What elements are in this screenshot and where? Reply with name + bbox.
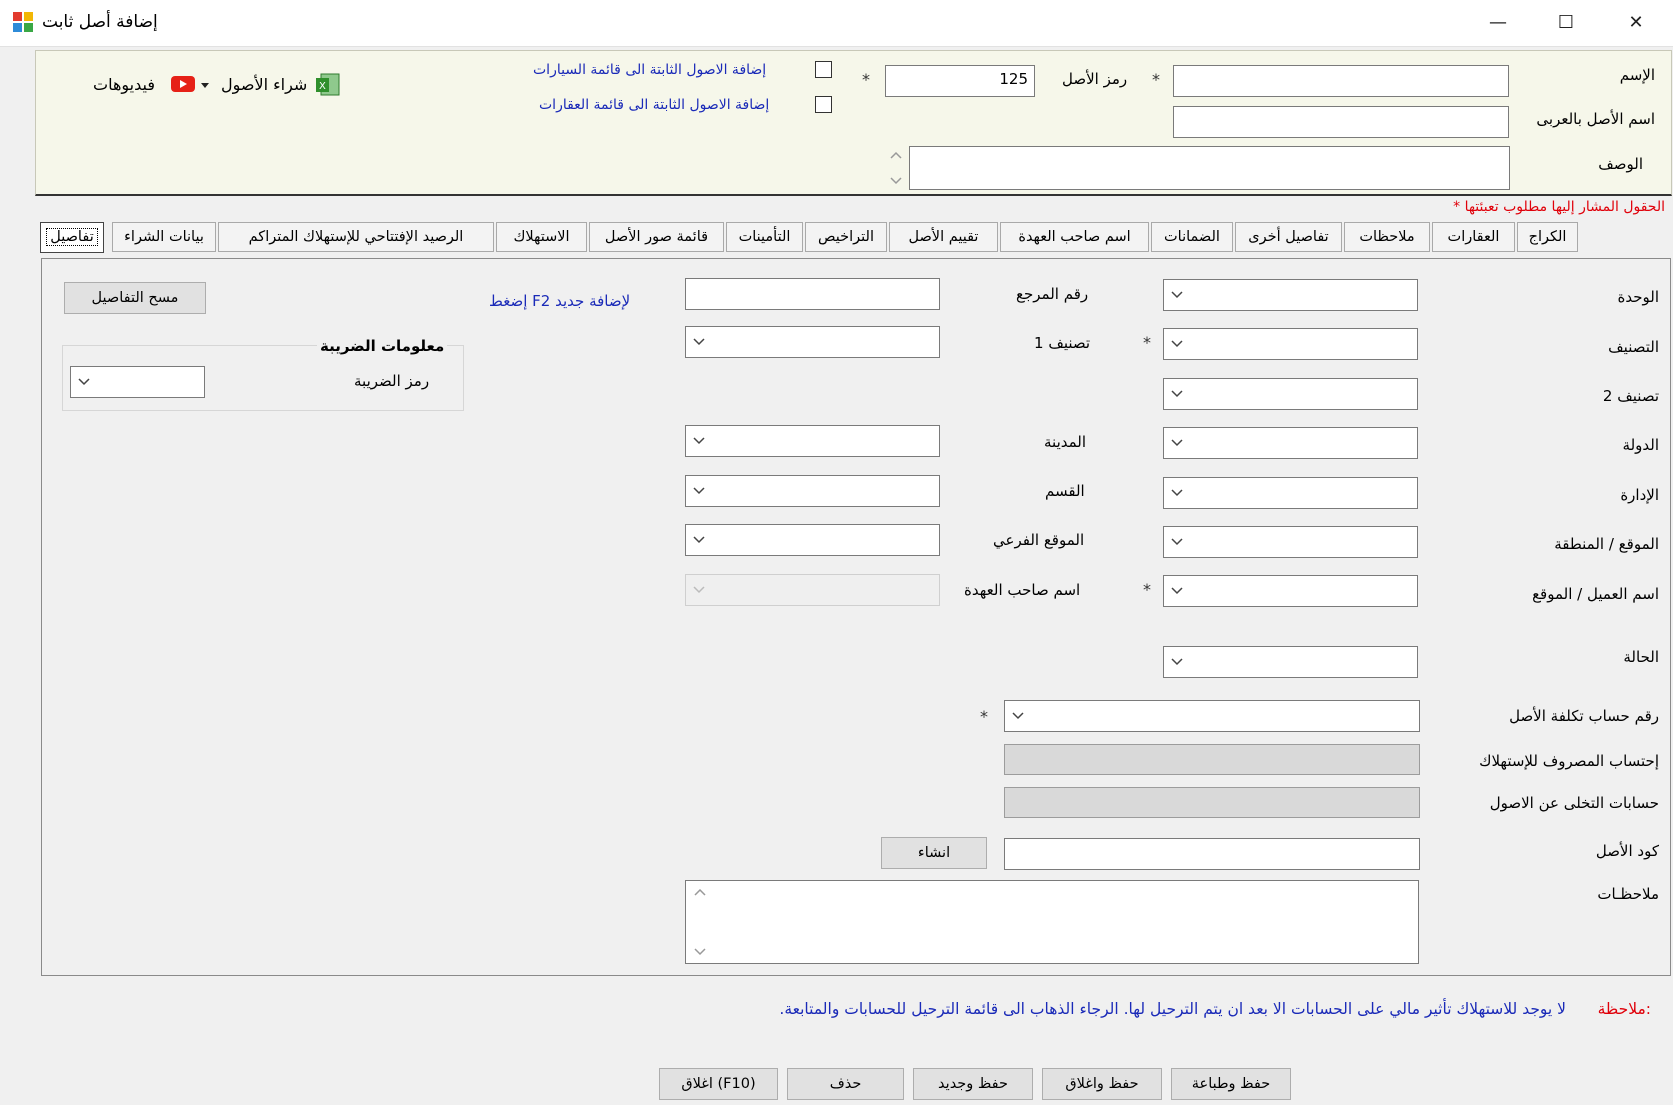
chevron-down-icon — [1170, 486, 1184, 500]
category2-label: تصنيف 2 — [1602, 387, 1659, 405]
tab-notes[interactable]: ملاحظات — [1344, 222, 1430, 252]
svg-text:X: X — [319, 81, 326, 92]
name-label: الإسم — [1619, 66, 1655, 84]
disposal-accounts-field — [1004, 787, 1420, 818]
tab-asset-valuation[interactable]: تقييم الأصل — [889, 222, 998, 252]
app-icon — [12, 11, 34, 33]
clear-details-button[interactable]: مسح التفاصيل — [64, 282, 206, 314]
custodian-name-label: اسم صاحب العهدة — [964, 581, 1081, 599]
tab-asset-images[interactable]: قائمة صور الأصل — [589, 222, 724, 252]
chevron-down-icon — [692, 583, 706, 597]
tab-licenses[interactable]: التراخيص — [805, 222, 887, 252]
client-location-label: اسم العميل / الموقع — [1532, 585, 1659, 603]
city-label: المدينة — [1044, 433, 1087, 451]
chevron-down-icon — [1170, 535, 1184, 549]
tab-realestate[interactable]: العقارات — [1432, 222, 1515, 252]
chevron-down-icon[interactable] — [200, 81, 210, 89]
section-label: القسم — [1045, 482, 1085, 500]
required-mark: * — [1143, 580, 1151, 599]
required-fields-note: الحقول المشار إليها مطلوب تعبئتها * — [1453, 199, 1665, 215]
tab-depreciation[interactable]: الاستهلاك — [496, 222, 587, 252]
arabic-name-input[interactable] — [1173, 106, 1509, 138]
window-title: إضافة أصل ثابت — [42, 12, 158, 32]
title-bar — [0, 0, 1673, 47]
tab-details-label: تفاصيل — [46, 228, 97, 246]
department-label: الإدارة — [1620, 486, 1659, 504]
category-combo[interactable] — [1163, 328, 1418, 360]
videos-link[interactable]: فيديوهات — [93, 75, 155, 94]
location-region-combo[interactable] — [1163, 526, 1418, 558]
press-f2-hint: إضغط F2 لإضافة جديد — [489, 292, 631, 310]
chevron-down-icon — [1170, 584, 1184, 598]
sub-location-label: الموقع الفرعي — [993, 531, 1085, 549]
tab-garage[interactable]: الكراج — [1517, 222, 1578, 252]
arabic-name-label: اسم الأصل بالعربى — [1536, 110, 1655, 128]
status-combo[interactable] — [1163, 646, 1418, 678]
maximize-button[interactable]: ☐ — [1557, 12, 1575, 33]
chevron-down-icon — [1170, 288, 1184, 302]
sub-location-combo[interactable] — [685, 524, 940, 556]
save-new-button[interactable]: حفظ وجديد — [913, 1068, 1033, 1100]
create-button[interactable]: انشاء — [881, 837, 987, 869]
chevron-down-icon — [1170, 436, 1184, 450]
youtube-icon[interactable] — [171, 75, 195, 93]
tab-details[interactable] — [40, 222, 104, 253]
country-combo[interactable] — [1163, 427, 1418, 459]
reference-no-label: رقم المرجع — [1016, 285, 1089, 303]
close-window-button[interactable]: ✕ — [1628, 12, 1644, 33]
chevron-down-icon — [1170, 655, 1184, 669]
add-to-cars-label[interactable]: إضافة الاصول الثابتة الى قائمة السيارات — [533, 62, 767, 78]
chevron-down-icon — [692, 434, 706, 448]
chevron-down-icon — [1011, 709, 1025, 723]
asset-cost-account-label: رقم حساب تكلفة الأصل — [1509, 707, 1659, 725]
asset-code-input[interactable]: 125 — [885, 65, 1035, 97]
category-label: التصنيف — [1608, 338, 1659, 356]
required-mark: * — [1143, 333, 1151, 352]
minimize-button[interactable]: — — [1489, 12, 1507, 33]
tax-info-title: معلومات الضريبة — [317, 337, 447, 355]
asset-cost-account-combo[interactable] — [1004, 700, 1420, 732]
description-input[interactable] — [909, 146, 1510, 190]
chevron-down-icon — [1170, 387, 1184, 401]
asset-code-detail-input[interactable] — [1004, 838, 1420, 870]
category1-combo[interactable] — [685, 326, 940, 358]
chevron-down-icon — [692, 484, 706, 498]
close-button[interactable]: اغلاق (F10) — [659, 1068, 778, 1100]
description-label: الوصف — [1598, 155, 1643, 173]
tab-custodian[interactable]: اسم صاحب العهدة — [1000, 222, 1149, 252]
required-mark: * — [862, 70, 870, 89]
unit-label: الوحدة — [1617, 288, 1659, 306]
add-to-cars-checkbox[interactable] — [815, 61, 832, 78]
custodian-name-combo — [685, 574, 940, 606]
required-mark: * — [980, 707, 988, 726]
tab-opening-balance[interactable]: الرصيد الإفتتاحي للإستهلاك المتراكم — [218, 222, 494, 252]
buy-assets-menu[interactable]: شراء الأصول — [221, 75, 308, 94]
tab-insurance[interactable]: التأمينات — [726, 222, 803, 252]
category2-combo[interactable] — [1163, 378, 1418, 410]
asset-code-label: رمز الأصل — [1062, 70, 1128, 88]
excel-icon[interactable] — [315, 73, 341, 97]
department-combo[interactable] — [1163, 477, 1418, 509]
category1-label: تصنيف 1 — [1034, 334, 1091, 352]
delete-button[interactable]: حذف — [787, 1068, 904, 1100]
tab-other-details[interactable]: تفاصيل أخرى — [1235, 222, 1342, 252]
asset-code-detail-label: كود الأصل — [1595, 842, 1659, 860]
notes-label: ملاحظـات — [1597, 885, 1659, 903]
client-location-combo[interactable] — [1163, 575, 1418, 607]
chevron-down-icon — [1170, 337, 1184, 351]
section-combo[interactable] — [685, 475, 940, 507]
depreciation-expense-label: إحتساب المصروف للإستهلاك — [1479, 752, 1659, 770]
city-combo[interactable] — [685, 425, 940, 457]
tax-code-combo[interactable] — [70, 366, 205, 398]
notes-textarea[interactable] — [685, 880, 1419, 964]
name-input[interactable] — [1173, 65, 1509, 97]
depreciation-expense-field — [1004, 744, 1420, 775]
tab-guarantees[interactable]: الضمانات — [1151, 222, 1233, 252]
save-print-button[interactable]: حفظ وطباعة — [1171, 1068, 1291, 1100]
tab-purchase-data[interactable]: بيانات الشراء — [112, 222, 216, 252]
chevron-down-icon — [77, 375, 91, 389]
status-label: الحالة — [1623, 648, 1659, 666]
notes-scroll-icon[interactable] — [692, 885, 708, 959]
chevron-down-icon — [692, 335, 706, 349]
note-text: لا يوجد للاستهلاك تأثير مالي على الحسابات الا بعد ان يتم الترحيل لها. الرجاء الذهاب الى قائمة الترحيل للحسابات والمتابعة. — [779, 1000, 1566, 1018]
required-mark: * — [1152, 70, 1160, 89]
location-region-label: الموقع / المنطقة — [1554, 535, 1659, 553]
save-close-button[interactable]: حفظ واغلاق — [1042, 1068, 1162, 1100]
add-to-realestate-checkbox[interactable] — [815, 96, 832, 113]
country-label: الدولة — [1622, 436, 1659, 454]
note-label: ملاحظة: — [1597, 1000, 1651, 1018]
chevron-down-icon — [692, 533, 706, 547]
reference-no-input[interactable] — [685, 278, 940, 310]
unit-combo[interactable] — [1163, 279, 1418, 311]
add-to-realestate-label[interactable]: إضافة الاصول الثابتة الى قائمة العقارات — [539, 97, 770, 113]
disposal-accounts-label: حسابات التخلى عن الاصول — [1489, 794, 1659, 812]
description-scroll-icon[interactable] — [888, 148, 904, 188]
tax-code-label: رمز الضريبة — [354, 372, 430, 390]
